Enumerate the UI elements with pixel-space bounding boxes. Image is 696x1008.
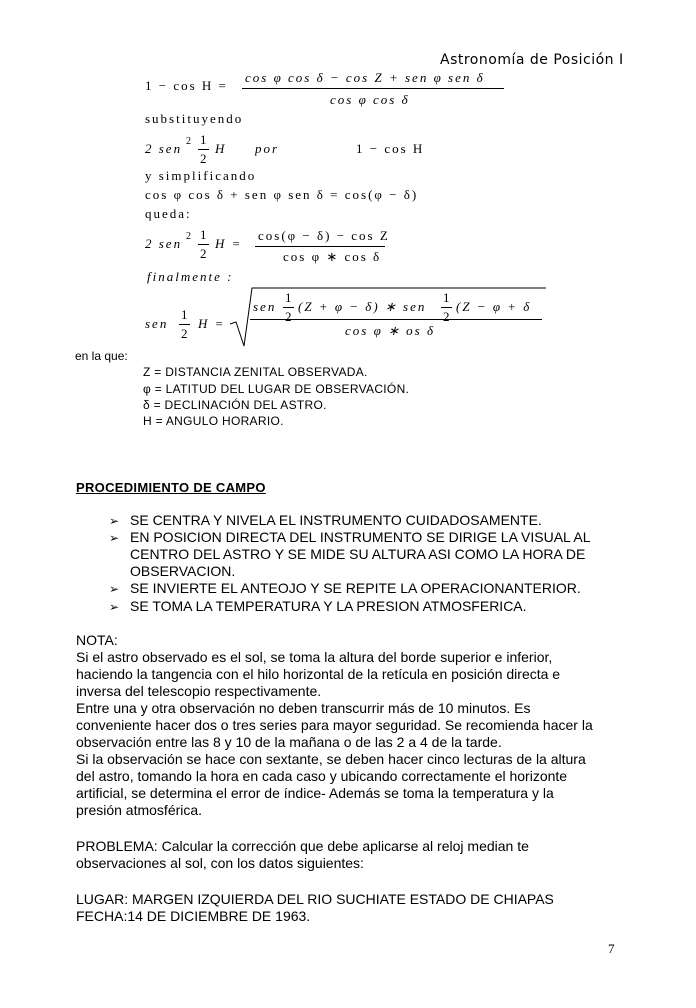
formula-2-H: H bbox=[215, 141, 227, 156]
formula-4-half-bar bbox=[198, 244, 209, 245]
formula-2-half-num: 1 bbox=[200, 132, 209, 147]
procedure-bullet-1: SE CENTRA Y NIVELA EL INSTRUMENTO CUIDADOSAMENTE. bbox=[130, 512, 542, 528]
bullet-arrow-icon: ➢ bbox=[109, 600, 120, 614]
formula-1-fraction-bar bbox=[242, 88, 504, 89]
formula-4-lhs: 2 sen bbox=[145, 236, 183, 251]
formula-5-sen: sen bbox=[145, 316, 169, 331]
text-substituyendo: substituyendo bbox=[145, 111, 244, 126]
formula-5-num-middle: (Z + φ − δ) ∗ sen bbox=[298, 299, 427, 314]
formula-4-exponent: 2 bbox=[186, 231, 191, 242]
bullet-arrow-icon: ➢ bbox=[109, 531, 120, 545]
procedure-bullet-3: SE INVIERTE EL ANTEOJO Y SE REPITE LA OPERACIONANTERIOR. bbox=[130, 580, 581, 596]
formula-5-num-half-2-bar bbox=[441, 307, 452, 308]
text-finalmente: finalmente : bbox=[147, 269, 234, 284]
formula-1-denominator: cos φ cos δ bbox=[330, 92, 410, 107]
formula-5-num-half-2-num: 1 bbox=[443, 290, 452, 305]
section-title-procedimiento: PROCEDIMIENTO DE CAMPO bbox=[76, 480, 266, 495]
definition-z: Z = DISTANCIA ZENITAL OBSERVADA. bbox=[143, 365, 368, 379]
formula-5-num-half-1-den: 2 bbox=[285, 309, 294, 324]
lugar-line: LUGAR: MARGEN IZQUIERDA DEL RIO SUCHIATE ESTADO DE CHIAPAS bbox=[76, 891, 554, 907]
procedure-bullet-2-line-2: CENTRO DEL ASTRO Y SE MIDE SU ALTURA ASI COMO LA HORA DE bbox=[130, 546, 586, 562]
formula-2-half-bar bbox=[198, 149, 209, 150]
procedure-bullet-4: SE TOMA LA TEMPERATURA Y LA PRESION ATMOSFERICA. bbox=[130, 598, 527, 614]
formula-5-num-half-2-den: 2 bbox=[443, 309, 452, 324]
problema-line-2: observaciones al sol, con los datos siguientes: bbox=[76, 855, 364, 871]
formula-5-num-half-1-num: 1 bbox=[285, 290, 294, 305]
formula-2-exponent: 2 bbox=[186, 136, 191, 147]
procedure-bullet-2-line-1: EN POSICION DIRECTA DEL INSTRUMENTO SE DIRIGE LA VISUAL AL bbox=[130, 529, 591, 545]
definition-phi: φ = LATITUD DEL LUGAR DE OBSERVACIÓN. bbox=[143, 382, 410, 396]
formula-3: cos φ cos δ + sen φ sen δ = cos(φ − δ) bbox=[145, 187, 419, 202]
nota-line-1: Si el astro observado es el sol, se toma la altura del borde superior e inferior, bbox=[76, 649, 553, 665]
formula-1-lhs: 1 − cos H = bbox=[145, 78, 228, 93]
formula-4-H: H = bbox=[215, 236, 243, 251]
procedure-bullet-2-line-3: OBSERVACION. bbox=[130, 563, 236, 579]
formula-4-denominator: cos φ ∗ cos δ bbox=[283, 249, 382, 264]
fecha-line: FECHA:14 DE DICIEMBRE DE 1963. bbox=[76, 908, 311, 924]
definitions-intro: en la que: bbox=[75, 349, 128, 363]
problema-line-1: PROBLEMA: Calcular la corrección que debe aplicarse al reloj median te bbox=[76, 838, 529, 854]
definition-delta: δ = DECLINACIÓN DEL ASTRO. bbox=[143, 398, 327, 412]
formula-5-fraction-bar bbox=[250, 319, 542, 320]
formula-5-num-sen-1: sen bbox=[253, 299, 277, 314]
formula-5-num-end: (Z − φ + δ bbox=[456, 299, 532, 314]
formula-5-num-half-1-bar bbox=[283, 307, 294, 308]
nota-line-9: artificial, se determina el error de índice- Además se toma la temperatura y la bbox=[76, 785, 554, 801]
formula-5-half-den: 2 bbox=[181, 326, 190, 341]
formula-4-half-num: 1 bbox=[200, 227, 209, 242]
text-y-simplificando: y simplificando bbox=[145, 168, 257, 183]
formula-2-half-den: 2 bbox=[200, 151, 209, 166]
text-queda: queda: bbox=[145, 206, 192, 221]
formula-4-fraction-bar bbox=[255, 246, 385, 247]
nota-line-2: haciendo la tangencia con el hilo horizontal de la retícula en posición directa e bbox=[76, 666, 561, 682]
page-number: 7 bbox=[608, 941, 615, 956]
formula-5-half-num: 1 bbox=[181, 307, 190, 322]
page-header-title: Astronomía de Posición I bbox=[440, 52, 624, 68]
nota-line-6: observación entre las 8 y 10 de la mañana o de las 2 a 4 de la tarde. bbox=[76, 734, 502, 750]
formula-5-H: H = bbox=[198, 316, 226, 331]
formula-2-rhs: 1 − cos H bbox=[356, 141, 425, 156]
formula-5-half-bar bbox=[179, 324, 190, 325]
formula-1-numerator: cos φ cos δ − cos Z + sen φ sen δ bbox=[245, 70, 485, 85]
nota-line-3: inversa del telescopio respectivamente. bbox=[76, 683, 322, 699]
nota-line-4: Entre una y otra observación no deben transcurrir más de 10 minutos. Es bbox=[76, 700, 531, 716]
bullet-arrow-icon: ➢ bbox=[109, 514, 120, 528]
formula-2-por: por bbox=[255, 141, 280, 156]
nota-title: NOTA: bbox=[76, 632, 118, 648]
nota-line-10: presión atmosférica. bbox=[76, 802, 203, 818]
formula-5-denominator: cos φ ∗ os δ bbox=[345, 323, 436, 338]
nota-line-5: conveniente hacer dos o tres series para mayor seguridad. Se recomienda hacer la bbox=[76, 717, 593, 733]
definition-h: H = ANGULO HORARIO. bbox=[143, 414, 284, 428]
nota-line-7: Si la observación se hace con sextante, se deben hacer cinco lecturas de la altura bbox=[76, 751, 586, 767]
square-root-symbol bbox=[228, 286, 548, 350]
formula-4-numerator: cos(φ − δ) − cos Z bbox=[258, 228, 390, 243]
nota-line-8: del astro, tomando la hora en cada caso y ubicando correctamente el horizonte bbox=[76, 768, 568, 784]
formula-4-half-den: 2 bbox=[200, 246, 209, 261]
bullet-arrow-icon: ➢ bbox=[109, 582, 120, 596]
formula-2-lhs: 2 sen bbox=[145, 141, 183, 156]
